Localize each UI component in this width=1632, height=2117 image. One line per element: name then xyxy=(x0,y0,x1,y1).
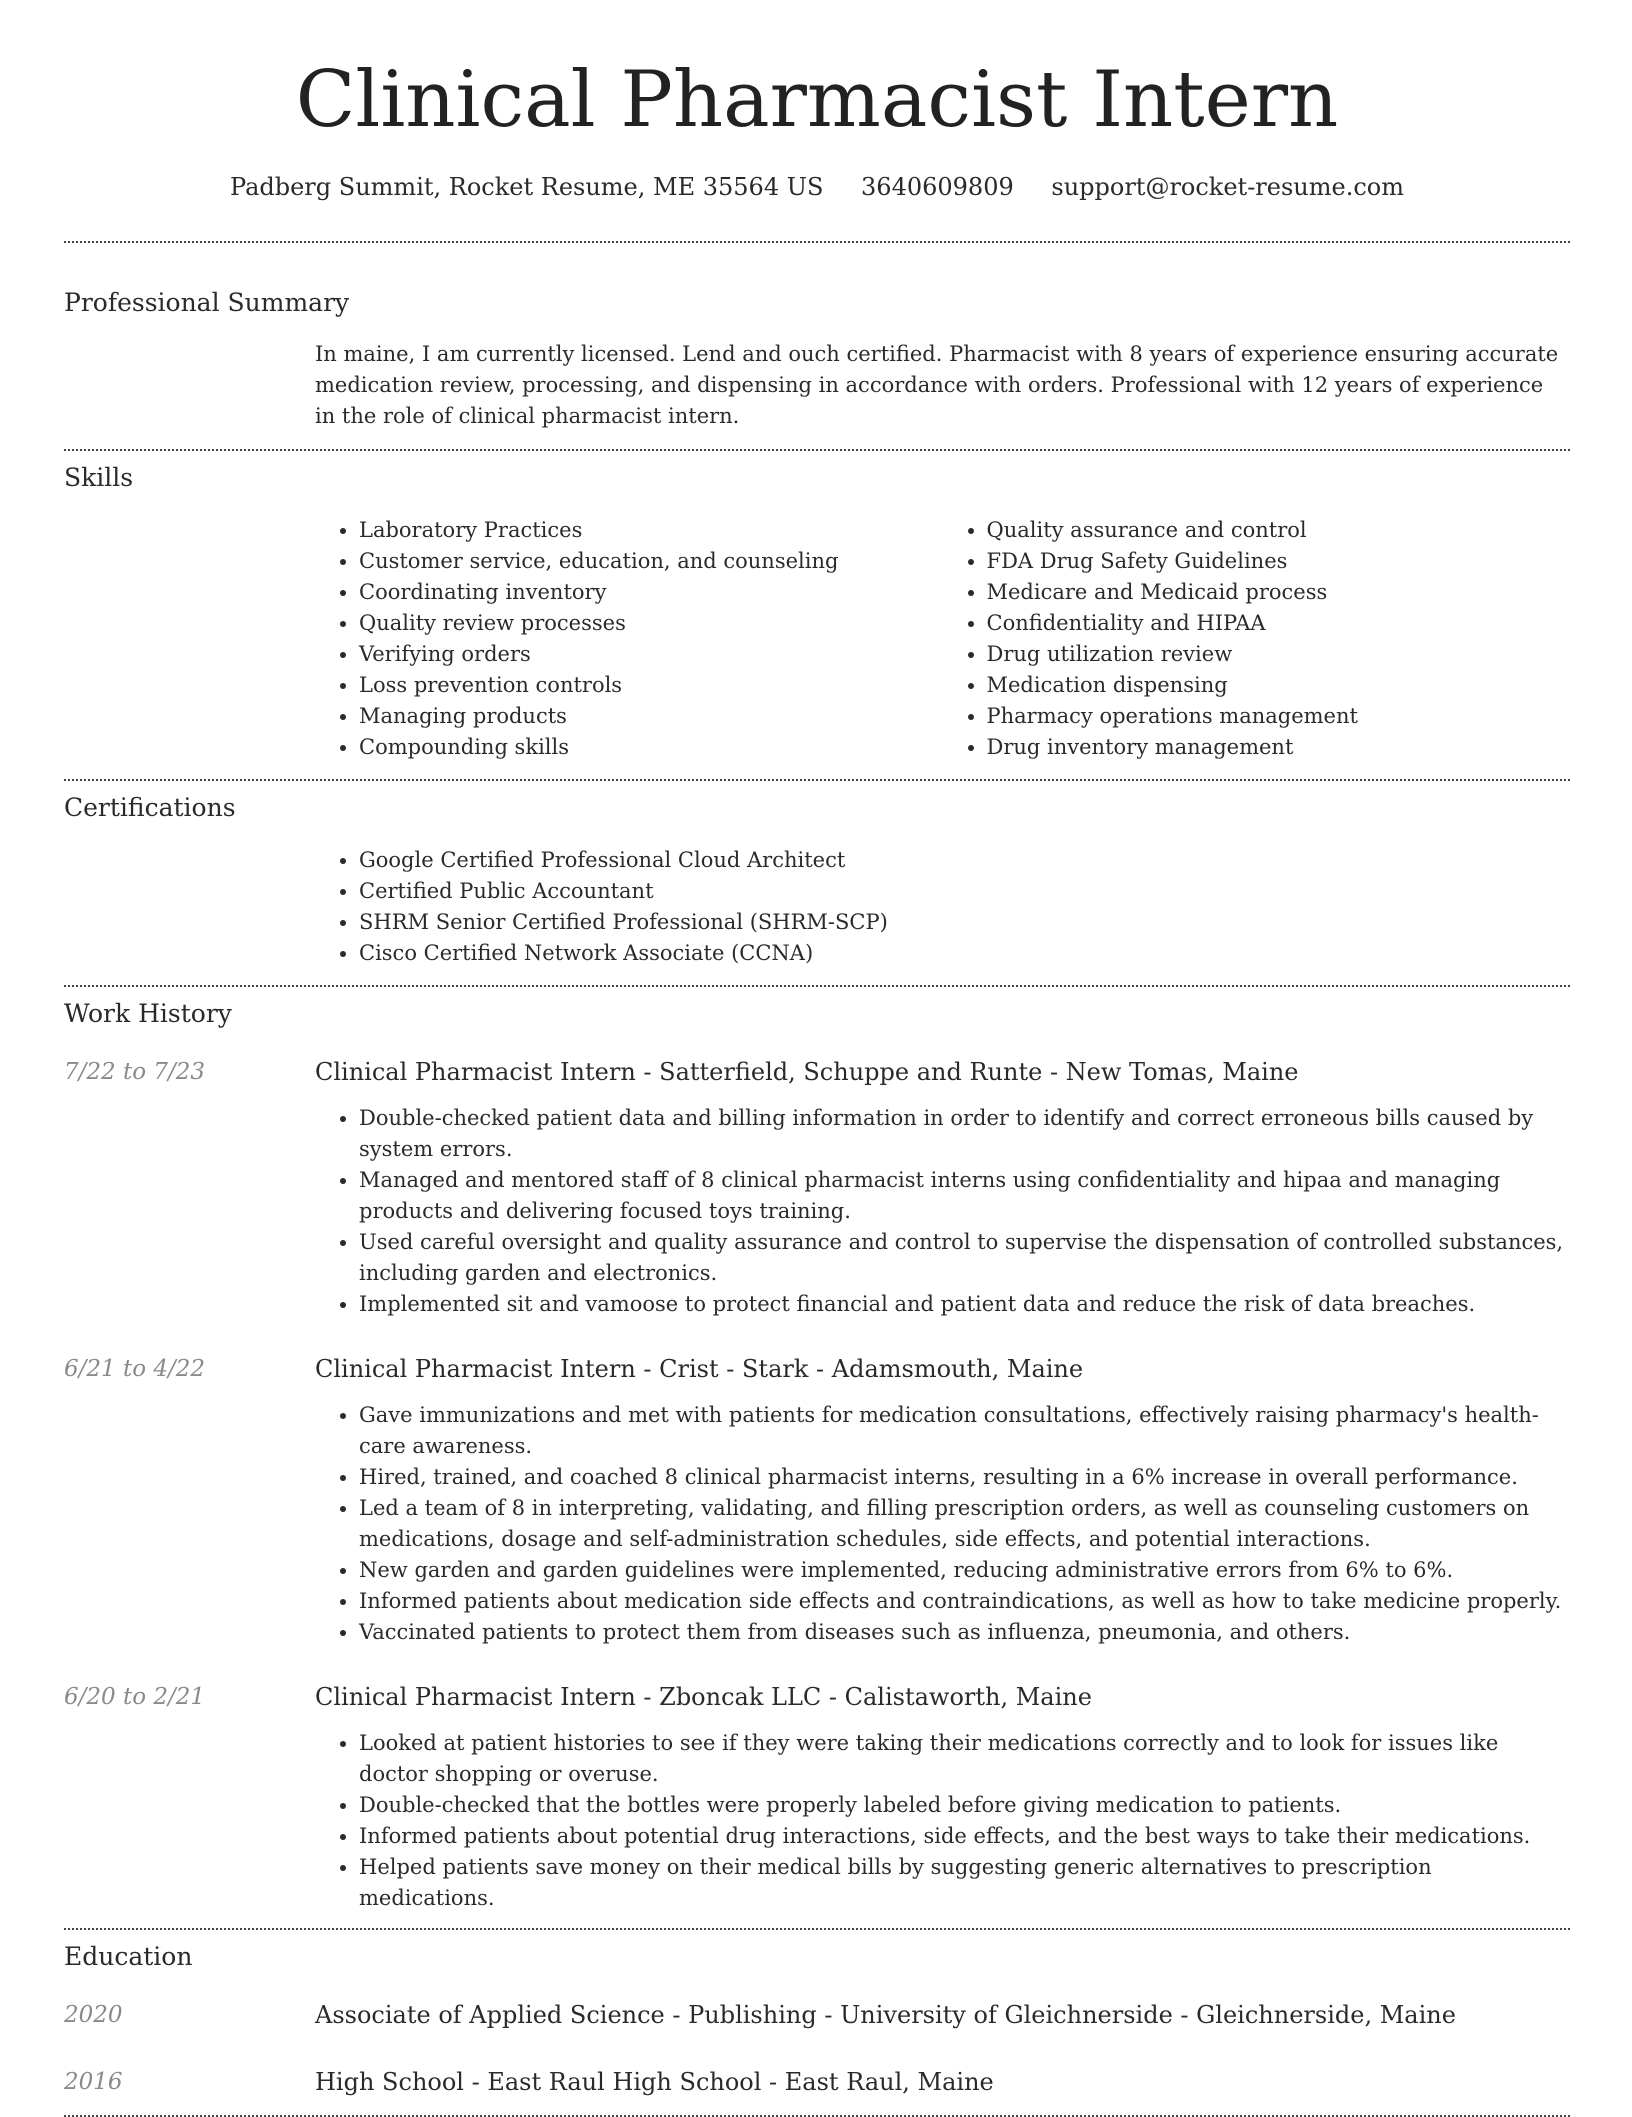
job-details xyxy=(315,1400,1570,1648)
job-bullet: • Helped patients save money on their medical bills by suggesting generic alternatives to prescription medications. xyxy=(359,1852,1570,1914)
job-bullet: • Used careful oversight and quality assurance and control to supervise the dispensation of controlled substances, including garden and electronics. xyxy=(359,1227,1570,1289)
job-heading: Clinical Pharmacist Intern - Satterfield, Schuppe and Runte - New Tomas, Maine xyxy=(315,1058,1299,1086)
education-section xyxy=(64,1930,1570,2115)
job-bullets xyxy=(315,1400,1570,1648)
job-bullets xyxy=(315,1728,1570,1914)
contact-info xyxy=(64,170,1570,204)
skills-content xyxy=(315,515,1570,763)
work-history-title: Work History xyxy=(64,999,232,1028)
job-bullets xyxy=(315,1103,1570,1320)
certification-item: • Google Certified Professional Cloud Architect xyxy=(359,845,1570,876)
education-entry xyxy=(64,1998,1570,2032)
job-entry xyxy=(64,1055,1570,1320)
certification-item: • Cisco Certified Network Associate (CCNA) xyxy=(359,938,1570,969)
job-bullet: • Gave immunizations and met with patients for medication consultations, effectively raising pharmacy's health-care awareness. xyxy=(359,1400,1570,1462)
skills-list-right xyxy=(943,515,1571,763)
contact-email: support@rocket-resume.com xyxy=(1051,173,1404,201)
job-heading: Clinical Pharmacist Intern - Zboncak LLC - Calistaworth, Maine xyxy=(315,1683,1092,1711)
job-heading: Clinical Pharmacist Intern - Crist - Stark - Adamsmouth, Maine xyxy=(315,1355,1084,1383)
skill-item: • Loss prevention controls xyxy=(359,670,943,701)
job-bullet: • Implemented sit and vamoose to protect financial and patient data and reduce the risk of data breaches. xyxy=(359,1289,1570,1320)
job-entry xyxy=(64,1352,1570,1648)
skills-title: Skills xyxy=(64,463,134,492)
education-year: 2020 xyxy=(64,2002,123,2028)
job-dates: 7/22 to 7/23 xyxy=(64,1059,206,1085)
skill-item: • Quality assurance and control xyxy=(987,515,1571,546)
skill-item: • Medication dispensing xyxy=(987,670,1571,701)
work-history-section xyxy=(64,987,1570,1928)
resume-name: Clinical Pharmacist Intern xyxy=(295,55,1339,145)
education-heading: Associate of Applied Science - Publishing - University of Gleichnerside - Gleichnerside, Maine xyxy=(315,2001,1456,2029)
summary-text: In maine, I am currently licensed. Lend and ouch certified. Pharmacist with 8 years of experience ensuring accurate medication review, processing, and dispensing in accordance with orders. Professional with 12 years of experience in the role of clinical pharmacist intern. xyxy=(315,342,1559,428)
skill-item: • Managing products xyxy=(359,701,943,732)
skill-item: • Customer service, education, and counseling xyxy=(359,546,943,577)
skill-item: • Compounding skills xyxy=(359,732,943,763)
resume-page xyxy=(64,0,1570,2117)
job-details xyxy=(315,1728,1570,1914)
job-dates: 6/20 to 2/21 xyxy=(64,1684,206,1710)
job-bullet: • Hired, trained, and coached 8 clinical pharmacist interns, resulting in a 6% increase in overall performance. xyxy=(359,1462,1570,1493)
skills-list-left xyxy=(315,515,943,763)
education-heading: High School - East Raul High School - East Raul, Maine xyxy=(315,2068,994,2096)
education-entry xyxy=(64,2065,1570,2099)
summary-section xyxy=(64,243,1570,449)
skill-item: • Verifying orders xyxy=(359,639,943,670)
job-bullet: • Looked at patient histories to see if they were taking their medications correctly and to look for issues like doctor shopping or overuse. xyxy=(359,1728,1570,1790)
summary-content xyxy=(315,339,1570,432)
certification-item: • SHRM Senior Certified Professional (SHRM-SCP) xyxy=(359,907,1570,938)
contact-phone: 3640609809 xyxy=(861,173,1014,201)
job-bullet: • Informed patients about medication side effects and contraindications, as well as how to take medicine properly. xyxy=(359,1586,1570,1617)
summary-title: Professional Summary xyxy=(64,288,350,317)
job-bullet: • Informed patients about potential drug interactions, side effects, and the best ways to take their medications. xyxy=(359,1821,1570,1852)
skills-section xyxy=(64,451,1570,779)
job-bullet: • Double-checked patient data and billing information in order to identify and correct erroneous bills caused by system errors. xyxy=(359,1103,1570,1165)
job-details xyxy=(315,1103,1570,1320)
job-dates: 6/21 to 4/22 xyxy=(64,1356,206,1382)
job-bullet: • Vaccinated patients to protect them from diseases such as influenza, pneumonia, and others. xyxy=(359,1617,1570,1648)
certifications-list xyxy=(315,845,1570,969)
certification-item: • Certified Public Accountant xyxy=(359,876,1570,907)
skill-item: • FDA Drug Safety Guidelines xyxy=(987,546,1571,577)
skill-item: • Medicare and Medicaid process xyxy=(987,577,1571,608)
certifications-section xyxy=(64,781,1570,985)
skill-item: • Drug utilization review xyxy=(987,639,1571,670)
skill-item: • Laboratory Practices xyxy=(359,515,943,546)
skill-item: • Coordinating inventory xyxy=(359,577,943,608)
certifications-title: Certifications xyxy=(64,793,236,822)
job-bullet: • Managed and mentored staff of 8 clinical pharmacist interns using confidentiality and hipaa and managing products and delivering focused toys training. xyxy=(359,1165,1570,1227)
education-title: Education xyxy=(64,1942,193,1971)
skill-item: • Confidentiality and HIPAA xyxy=(987,608,1571,639)
certifications-content xyxy=(315,845,1570,969)
education-year: 2016 xyxy=(64,2069,123,2095)
skill-item: • Pharmacy operations management xyxy=(987,701,1571,732)
job-entry xyxy=(64,1680,1570,1914)
job-bullet: • Led a team of 8 in interpreting, validating, and filling prescription orders, as well as counseling customers on medications, dosage and self-administration schedules, side effects, and potential interactions. xyxy=(359,1493,1570,1555)
skill-item: • Drug inventory management xyxy=(987,732,1571,763)
job-bullet: • Double-checked that the bottles were properly labeled before giving medication to patients. xyxy=(359,1790,1570,1821)
skill-item: • Quality review processes xyxy=(359,608,943,639)
job-bullet: • New garden and garden guidelines were implemented, reducing administrative errors from 6% to 6%. xyxy=(359,1555,1570,1586)
contact-address: Padberg Summit, Rocket Resume, ME 35564 US xyxy=(230,173,824,201)
